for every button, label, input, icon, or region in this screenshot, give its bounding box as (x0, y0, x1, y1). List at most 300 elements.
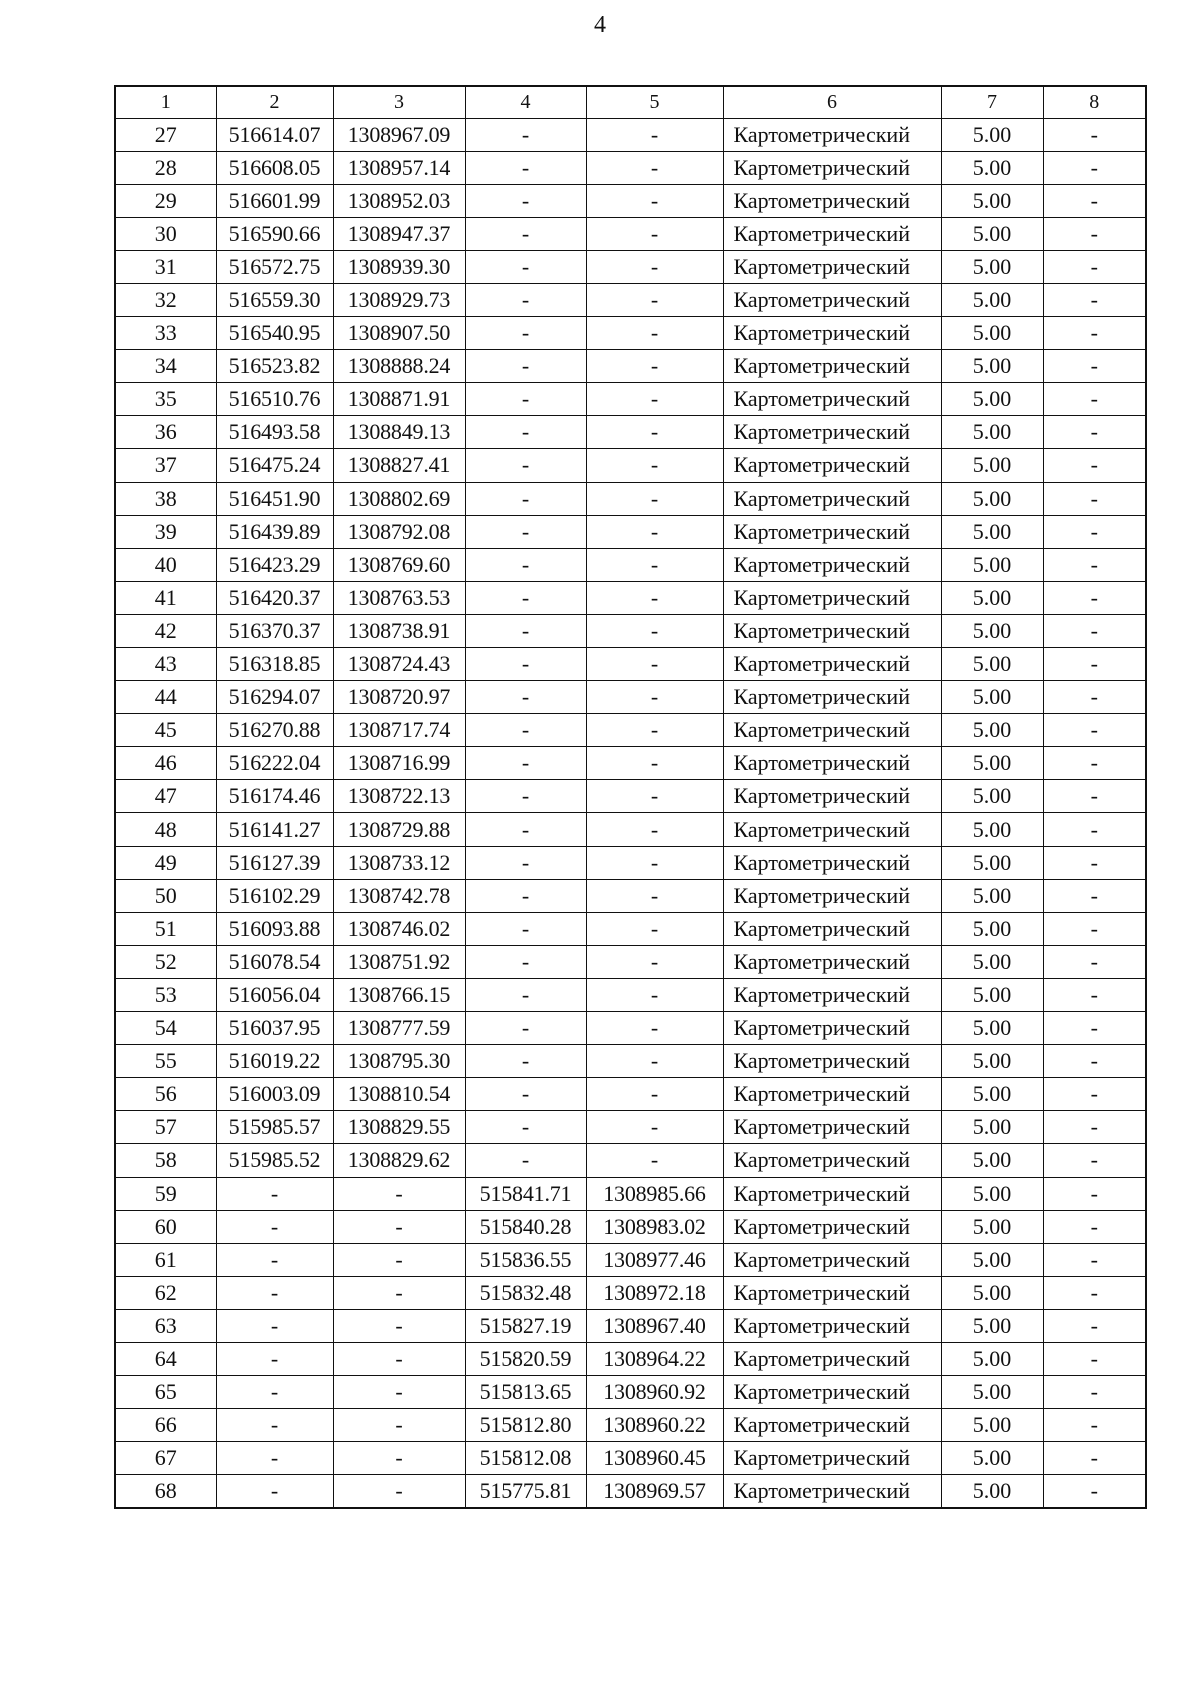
note-cell: - (1043, 1210, 1146, 1243)
y-coord-new-cell: - (586, 714, 723, 747)
x-coord-new-cell: 515840.28 (465, 1210, 586, 1243)
y-coord-new-cell: - (586, 548, 723, 581)
accuracy-cell: 5.00 (941, 945, 1043, 978)
accuracy-cell: 5.00 (941, 1442, 1043, 1475)
note-cell: - (1043, 1177, 1146, 1210)
x-coord-new-cell: - (465, 416, 586, 449)
method-cell: Картометрический (723, 978, 941, 1011)
accuracy-cell: 5.00 (941, 184, 1043, 217)
column-header: 2 (216, 86, 333, 118)
column-header: 4 (465, 86, 586, 118)
point-number-cell: 56 (115, 1078, 216, 1111)
x-coord-cell: - (216, 1409, 333, 1442)
y-coord-cell: 1308717.74 (333, 714, 465, 747)
column-header: 8 (1043, 86, 1146, 118)
x-coord-cell: 516003.09 (216, 1078, 333, 1111)
x-coord-new-cell: - (465, 912, 586, 945)
table-row (115, 1276, 1146, 1309)
x-coord-new-cell: 515832.48 (465, 1276, 586, 1309)
accuracy-cell: 5.00 (941, 1144, 1043, 1177)
method-cell: Картометрический (723, 449, 941, 482)
x-coord-cell: - (216, 1210, 333, 1243)
note-cell: - (1043, 945, 1146, 978)
y-coord-cell: - (333, 1243, 465, 1276)
table-row (115, 416, 1146, 449)
x-coord-new-cell: - (465, 1144, 586, 1177)
y-coord-new-cell: - (586, 648, 723, 681)
table-row (115, 515, 1146, 548)
point-number-cell: 27 (115, 118, 216, 151)
method-cell: Картометрический (723, 1342, 941, 1375)
accuracy-cell: 5.00 (941, 648, 1043, 681)
x-coord-new-cell: - (465, 813, 586, 846)
point-number-cell: 64 (115, 1342, 216, 1375)
table-row (115, 1111, 1146, 1144)
note-cell: - (1043, 1045, 1146, 1078)
y-coord-new-cell: - (586, 283, 723, 316)
note-cell: - (1043, 1111, 1146, 1144)
accuracy-cell: 5.00 (941, 1309, 1043, 1342)
x-coord-cell: 516572.75 (216, 250, 333, 283)
y-coord-cell: 1308746.02 (333, 912, 465, 945)
x-coord-new-cell: 515841.71 (465, 1177, 586, 1210)
x-coord-cell: 516056.04 (216, 978, 333, 1011)
table-row (115, 1442, 1146, 1475)
table-row (115, 151, 1146, 184)
table-row (115, 1243, 1146, 1276)
y-coord-new-cell: - (586, 912, 723, 945)
accuracy-cell: 5.00 (941, 416, 1043, 449)
y-coord-new-cell: - (586, 846, 723, 879)
method-cell: Картометрический (723, 151, 941, 184)
accuracy-cell: 5.00 (941, 1210, 1043, 1243)
accuracy-cell: 5.00 (941, 614, 1043, 647)
table-row (115, 1309, 1146, 1342)
x-coord-new-cell: - (465, 648, 586, 681)
method-cell: Картометрический (723, 1078, 941, 1111)
point-number-cell: 34 (115, 350, 216, 383)
accuracy-cell: 5.00 (941, 548, 1043, 581)
note-cell: - (1043, 383, 1146, 416)
y-coord-new-cell: - (586, 780, 723, 813)
y-coord-cell: 1308810.54 (333, 1078, 465, 1111)
point-number-cell: 59 (115, 1177, 216, 1210)
y-coord-cell: 1308871.91 (333, 383, 465, 416)
method-cell: Картометрический (723, 383, 941, 416)
y-coord-new-cell: 1308983.02 (586, 1210, 723, 1243)
column-header: 6 (723, 86, 941, 118)
x-coord-cell: - (216, 1177, 333, 1210)
method-cell: Картометрический (723, 1045, 941, 1078)
y-coord-cell: - (333, 1210, 465, 1243)
table-row (115, 1012, 1146, 1045)
note-cell: - (1043, 648, 1146, 681)
table-row (115, 548, 1146, 581)
table-row (115, 879, 1146, 912)
point-number-cell: 63 (115, 1309, 216, 1342)
point-number-cell: 57 (115, 1111, 216, 1144)
table-row (115, 1177, 1146, 1210)
x-coord-new-cell: - (465, 383, 586, 416)
table-row (115, 1409, 1146, 1442)
x-coord-new-cell: - (465, 1045, 586, 1078)
y-coord-new-cell: 1308967.40 (586, 1309, 723, 1342)
table-row (115, 383, 1146, 416)
method-cell: Картометрический (723, 1012, 941, 1045)
method-cell: Картометрический (723, 813, 941, 846)
note-cell: - (1043, 714, 1146, 747)
accuracy-cell: 5.00 (941, 780, 1043, 813)
point-number-cell: 49 (115, 846, 216, 879)
x-coord-new-cell: - (465, 250, 586, 283)
y-coord-new-cell: - (586, 184, 723, 217)
x-coord-new-cell: - (465, 747, 586, 780)
table-row (115, 1475, 1146, 1508)
x-coord-new-cell: - (465, 681, 586, 714)
x-coord-new-cell: 515812.08 (465, 1442, 586, 1475)
x-coord-cell: 516614.07 (216, 118, 333, 151)
point-number-cell: 55 (115, 1045, 216, 1078)
method-cell: Картометрический (723, 1243, 941, 1276)
y-coord-new-cell: - (586, 813, 723, 846)
point-number-cell: 51 (115, 912, 216, 945)
accuracy-cell: 5.00 (941, 1276, 1043, 1309)
x-coord-cell: 516093.88 (216, 912, 333, 945)
accuracy-cell: 5.00 (941, 1012, 1043, 1045)
method-cell: Картометрический (723, 317, 941, 350)
y-coord-cell: 1308777.59 (333, 1012, 465, 1045)
accuracy-cell: 5.00 (941, 1111, 1043, 1144)
note-cell: - (1043, 118, 1146, 151)
x-coord-cell: 516510.76 (216, 383, 333, 416)
note-cell: - (1043, 217, 1146, 250)
x-coord-cell: 516601.99 (216, 184, 333, 217)
x-coord-cell: 516318.85 (216, 648, 333, 681)
accuracy-cell: 5.00 (941, 350, 1043, 383)
y-coord-cell: 1308849.13 (333, 416, 465, 449)
accuracy-cell: 5.00 (941, 317, 1043, 350)
x-coord-new-cell: - (465, 1012, 586, 1045)
table-row (115, 780, 1146, 813)
note-cell: - (1043, 416, 1146, 449)
y-coord-cell: 1308729.88 (333, 813, 465, 846)
method-cell: Картометрический (723, 846, 941, 879)
x-coord-new-cell: 515812.80 (465, 1409, 586, 1442)
x-coord-new-cell: 515775.81 (465, 1475, 586, 1508)
x-coord-cell: 516523.82 (216, 350, 333, 383)
accuracy-cell: 5.00 (941, 515, 1043, 548)
x-coord-new-cell: - (465, 581, 586, 614)
x-coord-new-cell: - (465, 118, 586, 151)
y-coord-new-cell: 1308977.46 (586, 1243, 723, 1276)
table-row (115, 614, 1146, 647)
y-coord-new-cell: 1308964.22 (586, 1342, 723, 1375)
x-coord-cell: 516590.66 (216, 217, 333, 250)
point-number-cell: 33 (115, 317, 216, 350)
table-row (115, 482, 1146, 515)
x-coord-cell: - (216, 1442, 333, 1475)
note-cell: - (1043, 1376, 1146, 1409)
y-coord-cell: 1308967.09 (333, 118, 465, 151)
y-coord-cell: 1308792.08 (333, 515, 465, 548)
method-cell: Картометрический (723, 283, 941, 316)
x-coord-new-cell: - (465, 317, 586, 350)
y-coord-cell: 1308763.53 (333, 581, 465, 614)
method-cell: Картометрический (723, 515, 941, 548)
note-cell: - (1043, 846, 1146, 879)
x-coord-cell: 516423.29 (216, 548, 333, 581)
accuracy-cell: 5.00 (941, 151, 1043, 184)
point-number-cell: 42 (115, 614, 216, 647)
point-number-cell: 58 (115, 1144, 216, 1177)
x-coord-cell: 516019.22 (216, 1045, 333, 1078)
x-coord-cell: 516222.04 (216, 747, 333, 780)
method-cell: Картометрический (723, 548, 941, 581)
point-number-cell: 62 (115, 1276, 216, 1309)
x-coord-cell: 516608.05 (216, 151, 333, 184)
column-header: 1 (115, 86, 216, 118)
y-coord-new-cell: - (586, 945, 723, 978)
x-coord-cell: 515985.57 (216, 1111, 333, 1144)
note-cell: - (1043, 912, 1146, 945)
x-coord-cell: 516439.89 (216, 515, 333, 548)
x-coord-cell: 516370.37 (216, 614, 333, 647)
note-cell: - (1043, 978, 1146, 1011)
method-cell: Картометрический (723, 1376, 941, 1409)
y-coord-new-cell: - (586, 416, 723, 449)
y-coord-cell: 1308827.41 (333, 449, 465, 482)
note-cell: - (1043, 317, 1146, 350)
y-coord-new-cell: - (586, 317, 723, 350)
method-cell: Картометрический (723, 648, 941, 681)
y-coord-new-cell: - (586, 581, 723, 614)
y-coord-new-cell: 1308960.45 (586, 1442, 723, 1475)
method-cell: Картометрический (723, 714, 941, 747)
method-cell: Картометрический (723, 1475, 941, 1508)
accuracy-cell: 5.00 (941, 747, 1043, 780)
table-row (115, 118, 1146, 151)
table-row (115, 317, 1146, 350)
note-cell: - (1043, 1342, 1146, 1375)
x-coord-new-cell: - (465, 1111, 586, 1144)
x-coord-new-cell: - (465, 449, 586, 482)
accuracy-cell: 5.00 (941, 250, 1043, 283)
accuracy-cell: 5.00 (941, 1475, 1043, 1508)
accuracy-cell: 5.00 (941, 879, 1043, 912)
method-cell: Картометрический (723, 1276, 941, 1309)
x-coord-cell: 516493.58 (216, 416, 333, 449)
note-cell: - (1043, 1409, 1146, 1442)
y-coord-cell: 1308795.30 (333, 1045, 465, 1078)
point-number-cell: 47 (115, 780, 216, 813)
note-cell: - (1043, 1012, 1146, 1045)
y-coord-new-cell: - (586, 681, 723, 714)
y-coord-new-cell: - (586, 217, 723, 250)
x-coord-new-cell: - (465, 515, 586, 548)
y-coord-new-cell: 1308969.57 (586, 1475, 723, 1508)
x-coord-new-cell: 515813.65 (465, 1376, 586, 1409)
note-cell: - (1043, 482, 1146, 515)
y-coord-cell: 1308907.50 (333, 317, 465, 350)
y-coord-new-cell: - (586, 1012, 723, 1045)
method-cell: Картометрический (723, 118, 941, 151)
y-coord-new-cell: - (586, 1045, 723, 1078)
x-coord-cell: - (216, 1309, 333, 1342)
x-coord-cell: 516174.46 (216, 780, 333, 813)
y-coord-cell: 1308720.97 (333, 681, 465, 714)
y-coord-cell: 1308766.15 (333, 978, 465, 1011)
x-coord-new-cell: - (465, 283, 586, 316)
method-cell: Картометрический (723, 912, 941, 945)
point-number-cell: 31 (115, 250, 216, 283)
method-cell: Картометрический (723, 250, 941, 283)
y-coord-cell: - (333, 1342, 465, 1375)
accuracy-cell: 5.00 (941, 846, 1043, 879)
note-cell: - (1043, 581, 1146, 614)
y-coord-new-cell: - (586, 151, 723, 184)
y-coord-cell: 1308888.24 (333, 350, 465, 383)
accuracy-cell: 5.00 (941, 449, 1043, 482)
y-coord-new-cell: 1308972.18 (586, 1276, 723, 1309)
table-body (115, 118, 1146, 1508)
y-coord-new-cell: - (586, 250, 723, 283)
method-cell: Картометрический (723, 350, 941, 383)
y-coord-new-cell: - (586, 1111, 723, 1144)
x-coord-cell: 516540.95 (216, 317, 333, 350)
x-coord-new-cell: - (465, 879, 586, 912)
table-header-row (115, 86, 1146, 118)
x-coord-new-cell: - (465, 846, 586, 879)
table-row (115, 1342, 1146, 1375)
accuracy-cell: 5.00 (941, 714, 1043, 747)
accuracy-cell: 5.00 (941, 383, 1043, 416)
table-row (115, 581, 1146, 614)
note-cell: - (1043, 515, 1146, 548)
x-coord-cell: 516037.95 (216, 1012, 333, 1045)
accuracy-cell: 5.00 (941, 1409, 1043, 1442)
y-coord-cell: 1308829.55 (333, 1111, 465, 1144)
y-coord-new-cell: - (586, 1078, 723, 1111)
y-coord-cell: 1308724.43 (333, 648, 465, 681)
point-number-cell: 38 (115, 482, 216, 515)
x-coord-new-cell: - (465, 548, 586, 581)
note-cell: - (1043, 1442, 1146, 1475)
y-coord-new-cell: 1308985.66 (586, 1177, 723, 1210)
note-cell: - (1043, 1243, 1146, 1276)
x-coord-cell: 516270.88 (216, 714, 333, 747)
point-number-cell: 30 (115, 217, 216, 250)
y-coord-new-cell: - (586, 978, 723, 1011)
note-cell: - (1043, 780, 1146, 813)
x-coord-new-cell: - (465, 350, 586, 383)
x-coord-cell: 516451.90 (216, 482, 333, 515)
note-cell: - (1043, 681, 1146, 714)
method-cell: Картометрический (723, 681, 941, 714)
x-coord-new-cell: - (465, 151, 586, 184)
y-coord-cell: 1308939.30 (333, 250, 465, 283)
accuracy-cell: 5.00 (941, 482, 1043, 515)
y-coord-new-cell: - (586, 747, 723, 780)
x-coord-new-cell: - (465, 1078, 586, 1111)
x-coord-cell: 516559.30 (216, 283, 333, 316)
note-cell: - (1043, 1078, 1146, 1111)
point-number-cell: 37 (115, 449, 216, 482)
note-cell: - (1043, 614, 1146, 647)
point-number-cell: 40 (115, 548, 216, 581)
y-coord-new-cell: - (586, 515, 723, 548)
accuracy-cell: 5.00 (941, 217, 1043, 250)
point-number-cell: 68 (115, 1475, 216, 1508)
table-row (115, 747, 1146, 780)
note-cell: - (1043, 548, 1146, 581)
point-number-cell: 46 (115, 747, 216, 780)
x-coord-new-cell: - (465, 482, 586, 515)
point-number-cell: 28 (115, 151, 216, 184)
point-number-cell: 65 (115, 1376, 216, 1409)
method-cell: Картометрический (723, 1210, 941, 1243)
point-number-cell: 45 (115, 714, 216, 747)
point-number-cell: 53 (115, 978, 216, 1011)
x-coord-new-cell: 515820.59 (465, 1342, 586, 1375)
accuracy-cell: 5.00 (941, 1243, 1043, 1276)
x-coord-cell: 515985.52 (216, 1144, 333, 1177)
y-coord-new-cell: - (586, 1144, 723, 1177)
table-row (115, 449, 1146, 482)
x-coord-new-cell: - (465, 945, 586, 978)
y-coord-cell: - (333, 1177, 465, 1210)
x-coord-new-cell: - (465, 614, 586, 647)
column-header: 5 (586, 86, 723, 118)
point-number-cell: 66 (115, 1409, 216, 1442)
point-number-cell: 52 (115, 945, 216, 978)
method-cell: Картометрический (723, 1309, 941, 1342)
accuracy-cell: 5.00 (941, 118, 1043, 151)
table-row (115, 945, 1146, 978)
table-row (115, 1078, 1146, 1111)
y-coord-cell: 1308829.62 (333, 1144, 465, 1177)
method-cell: Картометрический (723, 1177, 941, 1210)
y-coord-cell: 1308738.91 (333, 614, 465, 647)
y-coord-new-cell: 1308960.22 (586, 1409, 723, 1442)
y-coord-new-cell: - (586, 118, 723, 151)
y-coord-cell: 1308802.69 (333, 482, 465, 515)
method-cell: Картометрический (723, 780, 941, 813)
x-coord-cell: - (216, 1276, 333, 1309)
accuracy-cell: 5.00 (941, 1376, 1043, 1409)
table-row (115, 1144, 1146, 1177)
point-number-cell: 44 (115, 681, 216, 714)
y-coord-cell: - (333, 1475, 465, 1508)
x-coord-cell: - (216, 1376, 333, 1409)
y-coord-cell: 1308751.92 (333, 945, 465, 978)
note-cell: - (1043, 747, 1146, 780)
point-number-cell: 67 (115, 1442, 216, 1475)
table-row (115, 681, 1146, 714)
table-row (115, 283, 1146, 316)
note-cell: - (1043, 1276, 1146, 1309)
point-number-cell: 43 (115, 648, 216, 681)
point-number-cell: 36 (115, 416, 216, 449)
method-cell: Картометрический (723, 416, 941, 449)
note-cell: - (1043, 283, 1146, 316)
accuracy-cell: 5.00 (941, 1045, 1043, 1078)
table-row (115, 846, 1146, 879)
method-cell: Картометрический (723, 184, 941, 217)
table-row (115, 1210, 1146, 1243)
note-cell: - (1043, 1309, 1146, 1342)
note-cell: - (1043, 1475, 1146, 1508)
point-number-cell: 60 (115, 1210, 216, 1243)
